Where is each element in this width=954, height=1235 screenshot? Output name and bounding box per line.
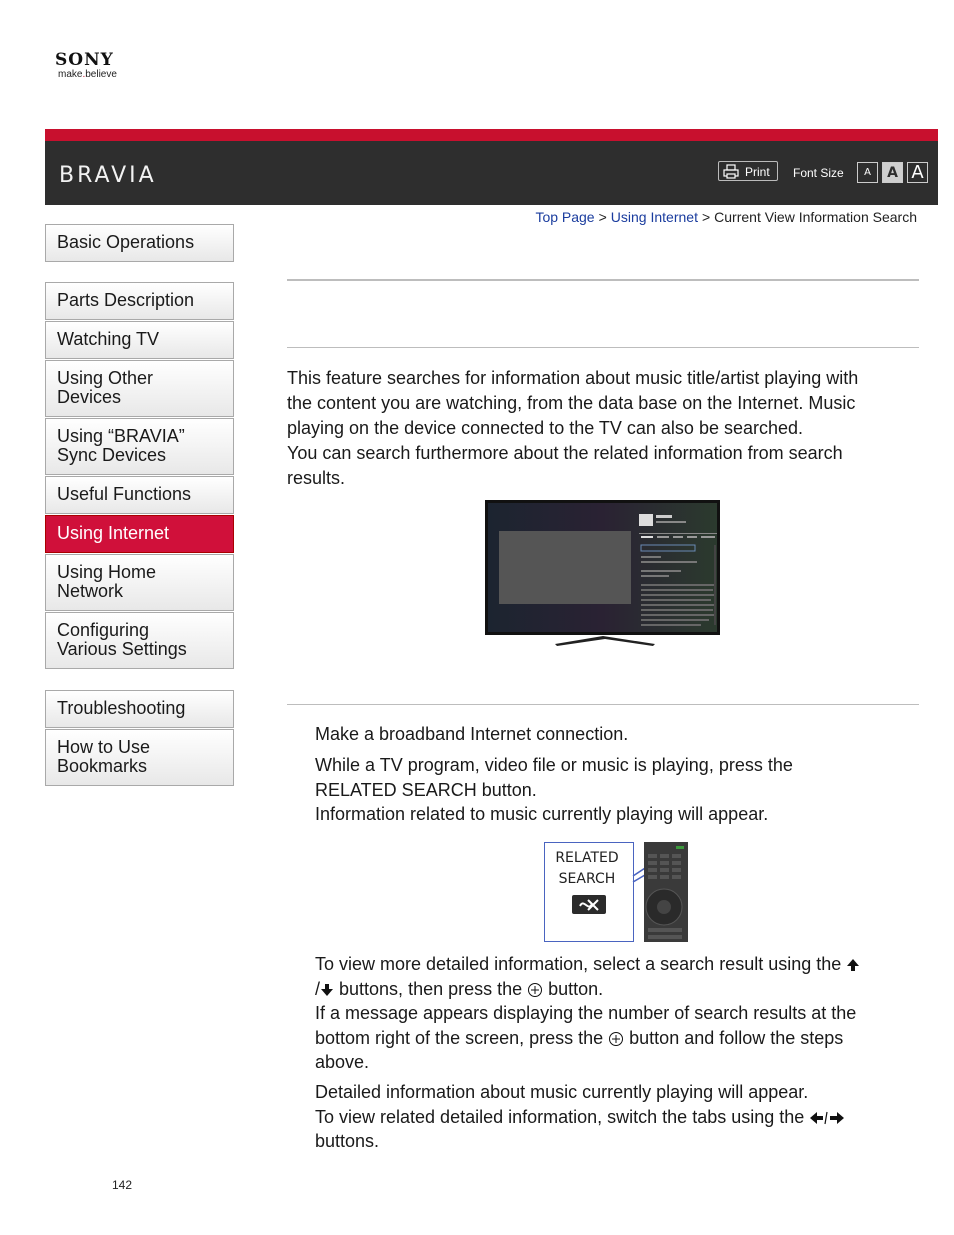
font-size-label: Font Size: [793, 166, 844, 180]
remote-related-search-illustration: [544, 842, 690, 943]
sidebar-item-bookmarks[interactable]: How to Use Bookmarks: [45, 729, 234, 786]
sony-wordmark: SONY: [55, 50, 114, 70]
print-button[interactable]: Print: [718, 161, 778, 181]
sony-logo: [55, 51, 117, 81]
sidebar-item-home-network[interactable]: Using Home Network: [45, 554, 234, 611]
sidebar-item-troubleshooting[interactable]: Troubleshooting: [45, 690, 234, 728]
font-size-small-button[interactable]: A: [857, 162, 878, 183]
header-bar: [45, 141, 938, 205]
font-size-medium-button[interactable]: A: [882, 162, 903, 183]
header-accent-strip: [45, 129, 938, 141]
breadcrumb-using-internet[interactable]: Using Internet: [610, 209, 698, 225]
sidebar-item-useful-functions[interactable]: Useful Functions: [45, 476, 234, 514]
breadcrumb: Top Page > Using Internet > Current View Information Search: [535, 209, 917, 225]
sidebar-item-using-other-devices[interactable]: Using Other Devices: [45, 360, 234, 417]
breadcrumb-top-page[interactable]: Top Page: [535, 209, 595, 225]
sidebar-item-configuring-settings[interactable]: Configuring Various Settings: [45, 612, 234, 669]
tv-screen-illustration: [485, 500, 721, 648]
down-arrow-icon: [320, 983, 334, 997]
section-divider: [287, 347, 919, 348]
up-arrow-icon: [846, 958, 860, 972]
sidebar-item-parts-description[interactable]: Parts Description: [45, 282, 234, 320]
print-icon: [723, 164, 739, 179]
sony-tagline: make.believe: [58, 69, 117, 80]
remote-label-search: SEARCH: [558, 871, 616, 887]
enter-button-icon: [608, 1031, 624, 1047]
step-1: Make a broadband Internet connection.: [315, 724, 629, 744]
sidebar-item-watching-tv[interactable]: Watching TV: [45, 321, 234, 359]
steps-divider: [287, 704, 919, 705]
sidebar-item-using-internet[interactable]: Using Internet: [45, 515, 234, 553]
title-divider: [287, 279, 919, 281]
remote-label-related: RELATED: [555, 850, 619, 866]
enter-button-icon: [527, 982, 543, 998]
left-right-arrow-icon: [809, 1111, 845, 1125]
step-3: To view more detailed information, select a search result using the / buttons, then press the button. If a message appears displaying the number of search results at the bottom right of the screen, press the button and follow the steps above.: [315, 952, 925, 1075]
sidebar-item-basic-operations[interactable]: Basic Operations: [45, 224, 234, 262]
bravia-logo: BRAVIA: [59, 163, 157, 188]
font-size-large-button[interactable]: A: [907, 162, 928, 183]
sidebar-item-bravia-sync[interactable]: Using “BRAVIA” Sync Devices: [45, 418, 234, 475]
breadcrumb-current: Current View Information Search: [714, 209, 917, 225]
intro-paragraph: This feature searches for information about music title/artist playing with the content you are watching, from the data base on the Internet. Music playing on the device connected to the TV can also be searched. You can search furthermore about the related information from search results.: [287, 368, 859, 488]
step-2: While a TV program, video file or music is playing, press the RELATED SEARCH button. Information related to music currently playing will appear.: [315, 755, 793, 824]
page-number: 142: [112, 1178, 133, 1192]
step-4: Detailed information about music currently playing will appear. To view related detailed information, switch the tabs using the buttons.: [315, 1080, 925, 1154]
